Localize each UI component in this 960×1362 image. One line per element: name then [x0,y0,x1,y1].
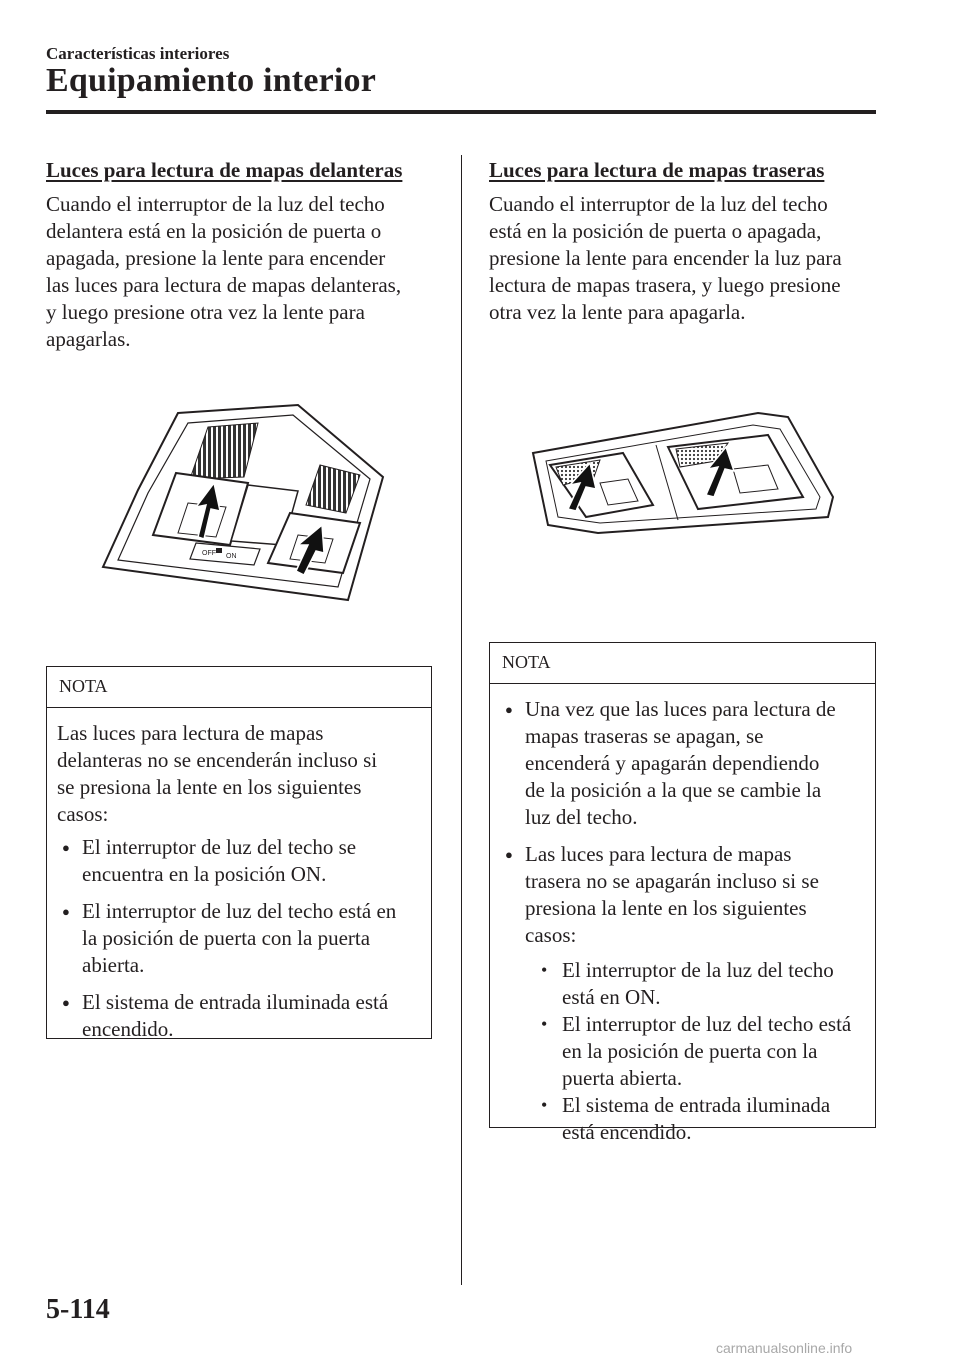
on-label: ON [226,553,237,560]
note-intro: Las luces para lectura de mapas delanteras no se encenderán incluso si se presiona la lente en los siguientes casos: [57,721,378,826]
page-title: Equipamiento interior [46,62,377,99]
rear-note-box [489,642,876,1144]
note-sub-bullet: • El sistema de entrada iluminada está encendido. [525,1092,865,1146]
rear-map-lights-heading: Luces para lectura de mapas traseras [489,158,825,182]
front-map-lights-heading: Luces para lectura de mapas delanteras [46,158,403,182]
note-sub-bullet: • El interruptor de luz del techo está en la posición de puerta con la puerta abierta. [525,1011,865,1092]
note-bullet: ● El interruptor de luz del techo se encuentra en la posición ON. [57,834,421,888]
note-title: NOTA [47,667,431,708]
watermark: carmanualsonline.info [716,1340,853,1356]
note-bullet: ● Las luces para lectura de mapas trasera no se apagarán incluso si se presiona la lente en los siguientes casos: • El interruptor de la luz del techo está en ON. • El interruptor de luz del techo está en la posición de puerta con la puerta abierta. • El sistema de entrada iluminada está encendido. [500,841,865,1146]
page-number: 5-114 [46,1294,110,1325]
front-map-lights-text: Cuando el interruptor de la luz del techo delantera está en la posición de puerta o apagada, presione la lente para encender las luces para lectura de mapas delanteras, y luego presione otra vez la lente para apagarlas. [46,192,402,351]
left-column [46,158,432,353]
off-label: OFF [202,550,216,557]
note-sub-bullet: • El interruptor de la luz del techo está en ON. [525,957,865,1011]
rear-map-lights-text: Cuando el interruptor de la luz del techo está en la posición de puerta o apagada, presione la lente para encender la luz para lectura de mapas trasera, y luego presione otra vez la lente para apagarla. [489,192,842,324]
section-label: Características interiores [46,44,230,63]
front-note-box [46,666,432,1039]
rear-map-light-illustration [528,405,838,535]
right-column [489,158,875,326]
front-map-light-illustration [98,395,388,605]
note-title: NOTA [490,643,875,684]
note-bullet: ● El interruptor de luz del techo está en la posición de puerta con la puerta abierta. [57,898,421,979]
note-bullet: ● El sistema de entrada iluminada está encendido. [57,989,421,1043]
title-rule [46,110,876,114]
column-divider [461,155,462,1285]
note-bullet: ● Una vez que las luces para lectura de mapas traseras se apagan, se encenderá y apagarán dependiendo de la posición a la que se cambie la luz del techo. [500,696,865,831]
